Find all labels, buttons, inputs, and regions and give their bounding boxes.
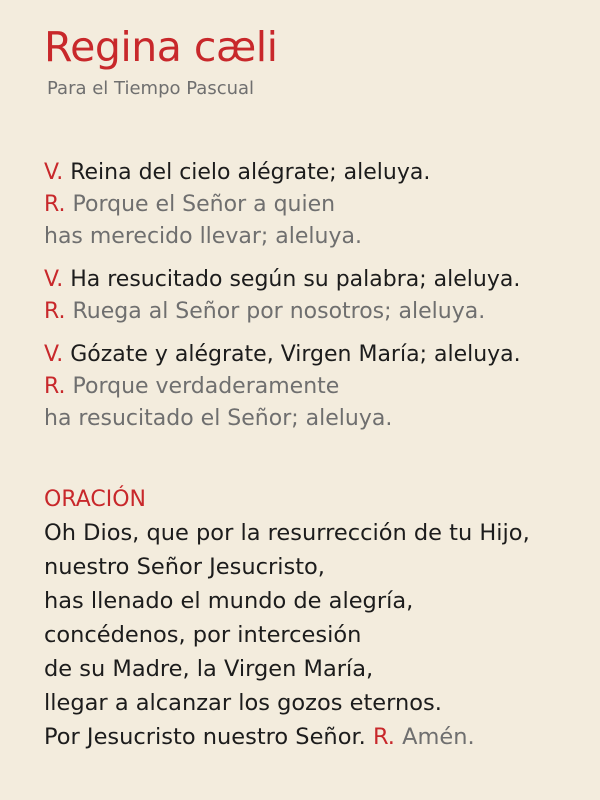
response-line [44, 296, 584, 328]
versicle-text: Reina del cielo alégrate; aleluya. [70, 160, 431, 185]
response-line-continued [44, 221, 584, 253]
prayer-line: concédenos, por intercesión [44, 622, 362, 648]
response-text: Porque verdaderamente [72, 374, 340, 399]
prayer-line: has llenado el mundo de alegría, [44, 588, 414, 614]
versicle-mark: V. [44, 160, 64, 185]
response-text: ha resucitado el Señor; aleluya. [44, 406, 393, 431]
prayer-closing-line [44, 720, 594, 754]
oracion-heading: ORACIÓN [44, 487, 146, 512]
amen-text: Amén. [402, 724, 475, 750]
page-subtitle: Para el Tiempo Pascual [47, 78, 255, 99]
response-mark: R. [372, 724, 395, 750]
stanza-3 [44, 339, 584, 435]
response-mark: R. [44, 192, 66, 217]
response-mark: R. [44, 374, 66, 399]
response-line-continued [44, 403, 584, 435]
page-title: Regina cæli [44, 23, 278, 71]
versicle-text: Ha resucitado según su palabra; aleluya. [70, 267, 521, 292]
response-mark: R. [44, 299, 66, 324]
response-text: Ruega al Señor por nosotros; aleluya. [72, 299, 486, 324]
response-text: Porque el Señor a quien [72, 192, 336, 217]
response-text: has merecido llevar; aleluya. [44, 224, 362, 249]
versicle-line [44, 157, 584, 189]
stanza-2 [44, 264, 584, 328]
response-line [44, 189, 584, 221]
response-line [44, 371, 584, 403]
versicle-mark: V. [44, 267, 64, 292]
prayer-line: llegar a alcanzar los gozos eternos. [44, 690, 442, 716]
prayer-closing-text: Por Jesucristo nuestro Señor. [44, 724, 366, 750]
prayer-line: nuestro Señor Jesucristo, [44, 554, 325, 580]
versicle-text: Gózate y alégrate, Virgen María; aleluya. [70, 342, 521, 367]
versicle-line [44, 339, 584, 371]
versicle-mark: V. [44, 342, 64, 367]
prayer-line: de su Madre, la Virgen María, [44, 656, 374, 682]
prayer-line: Oh Dios, que por la resurrección de tu Hijo, [44, 520, 530, 546]
stanza-1 [44, 157, 584, 253]
oracion-section [44, 484, 594, 754]
versicle-line [44, 264, 584, 296]
versicles [44, 157, 584, 446]
